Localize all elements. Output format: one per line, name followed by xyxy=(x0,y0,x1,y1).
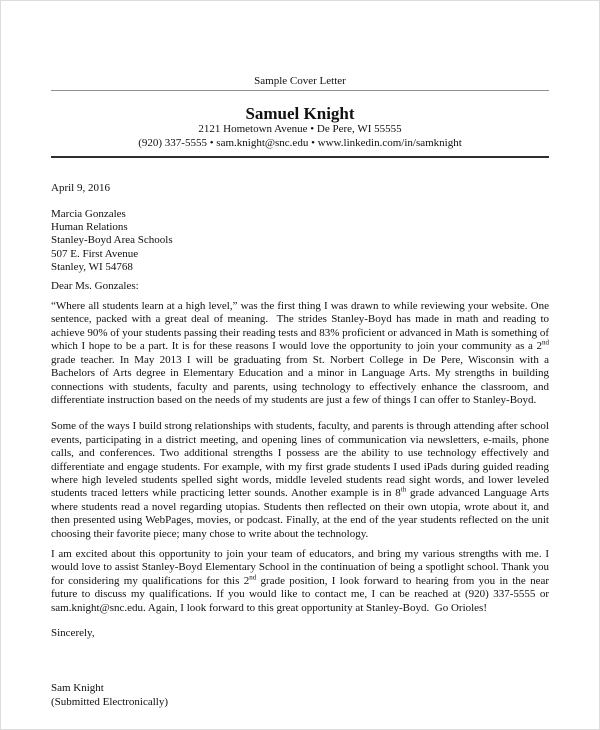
paragraph-1-text: “Where all students learn at a high level,” was the first thing I was drawn to while reviewing your website. One sentence, packed with a great deal of meaning. The strides Stanley-Boyd has made in math and reading to achieve 90% of your students passing their reading tests and 83% proficient or advanced in Math is something of which I hope to be a part. It is for these reasons I would love the opportunity to join your community as a 2 xyxy=(51,300,552,353)
recipient-organization: Stanley-Boyd Area Schools xyxy=(51,234,173,247)
recipient-street: 507 E. First Avenue xyxy=(51,247,139,260)
letter-date: April 9, 2016 xyxy=(51,182,110,195)
recipient-city-state-zip: Stanley, WI 54768 xyxy=(51,261,133,274)
paragraph-3-text-cont: grade position, I look forward to hearing from you in the near future to discuss my qualifications. If you would like to contact me, I can be reached at (920) 337-5555 or sam.knight@snc.edu. Again, I look forward to this great opportunity at Stanley-Boyd. Go Orioles! xyxy=(51,574,552,614)
letterhead-bottom-rule xyxy=(51,156,549,158)
body-paragraph-1 xyxy=(51,300,552,407)
closing: Sincerely, xyxy=(51,627,95,639)
paragraph-1-superscript: nd xyxy=(542,338,549,347)
recipient-block xyxy=(51,208,549,275)
letterhead-address: 2121 Hometown Avenue • De Pere, WI 55555 xyxy=(198,123,402,136)
recipient-department: Human Relations xyxy=(51,221,128,234)
paragraph-1-text-cont: grade teacher. In May 2013 I will be graduating from St. Norbert College in De Pere, Wisconsin with a Bachelors of Arts degree in Elementary Education and a minor in Language Arts. My strengths in building connections with students, faculty and parents, using technology to effectively enhance the classroom, and differentiate instruction based on the needs of my students are just a few of things I can offer to Stanley-Boyd. xyxy=(51,340,552,406)
paragraph-2-text: Some of the ways I build strong relationships with students, faculty, and parents is through attending after school events, participating in a district meeting, and opening lines of communication via newsletters, e-mails, phone calls, and conferences. Two additional strengths I possess are the ability to use technology effectively and differentiate and engage students. For example, with my first grade students I used iPads during guided reading where high leveled students spelled sight words, middle leveled students read sight words, and lower leveled students traced letters while practicing letter sounds. Another example is in 8 xyxy=(51,420,552,500)
paragraph-2-superscript: th xyxy=(400,485,407,494)
signature-note: (Submitted Electronically) xyxy=(51,695,168,708)
body-paragraph-2 xyxy=(51,420,552,541)
body-paragraph-3 xyxy=(51,547,552,615)
salutation: Dear Ms. Gonzales: xyxy=(51,279,139,292)
letterhead-contact: (920) 337-5555 • sam.knight@snc.edu • www.linkedin.com/in/samknight xyxy=(138,136,462,149)
header-top-rule xyxy=(51,90,549,91)
recipient-name: Marcia Gonzales xyxy=(51,207,126,220)
paragraph-2-text-cont: grade advanced Language Arts where students read a novel regarding utopias. Students then reflected on their own utopia, wrote about it, and then presented using WebPages, movies, or podcast. Finally, at the end of the year students reflected on the unit choosing their favorite piece; many chose to write about the technology. xyxy=(51,487,552,540)
letterhead-name: Samuel Knight xyxy=(245,104,355,124)
document-title: Sample Cover Letter xyxy=(254,75,346,87)
paragraph-3-superscript: nd xyxy=(249,573,257,582)
paragraph-3-text: I am excited about this opportunity to join your team of educators, and bring my various strengths with me. I would love to assist Stanley-Boyd Elementary School in the continuation of being a spotlight school. Thank you for considering my qualifications for this 2 xyxy=(51,547,552,587)
signature-name: Sam Knight xyxy=(51,682,104,695)
